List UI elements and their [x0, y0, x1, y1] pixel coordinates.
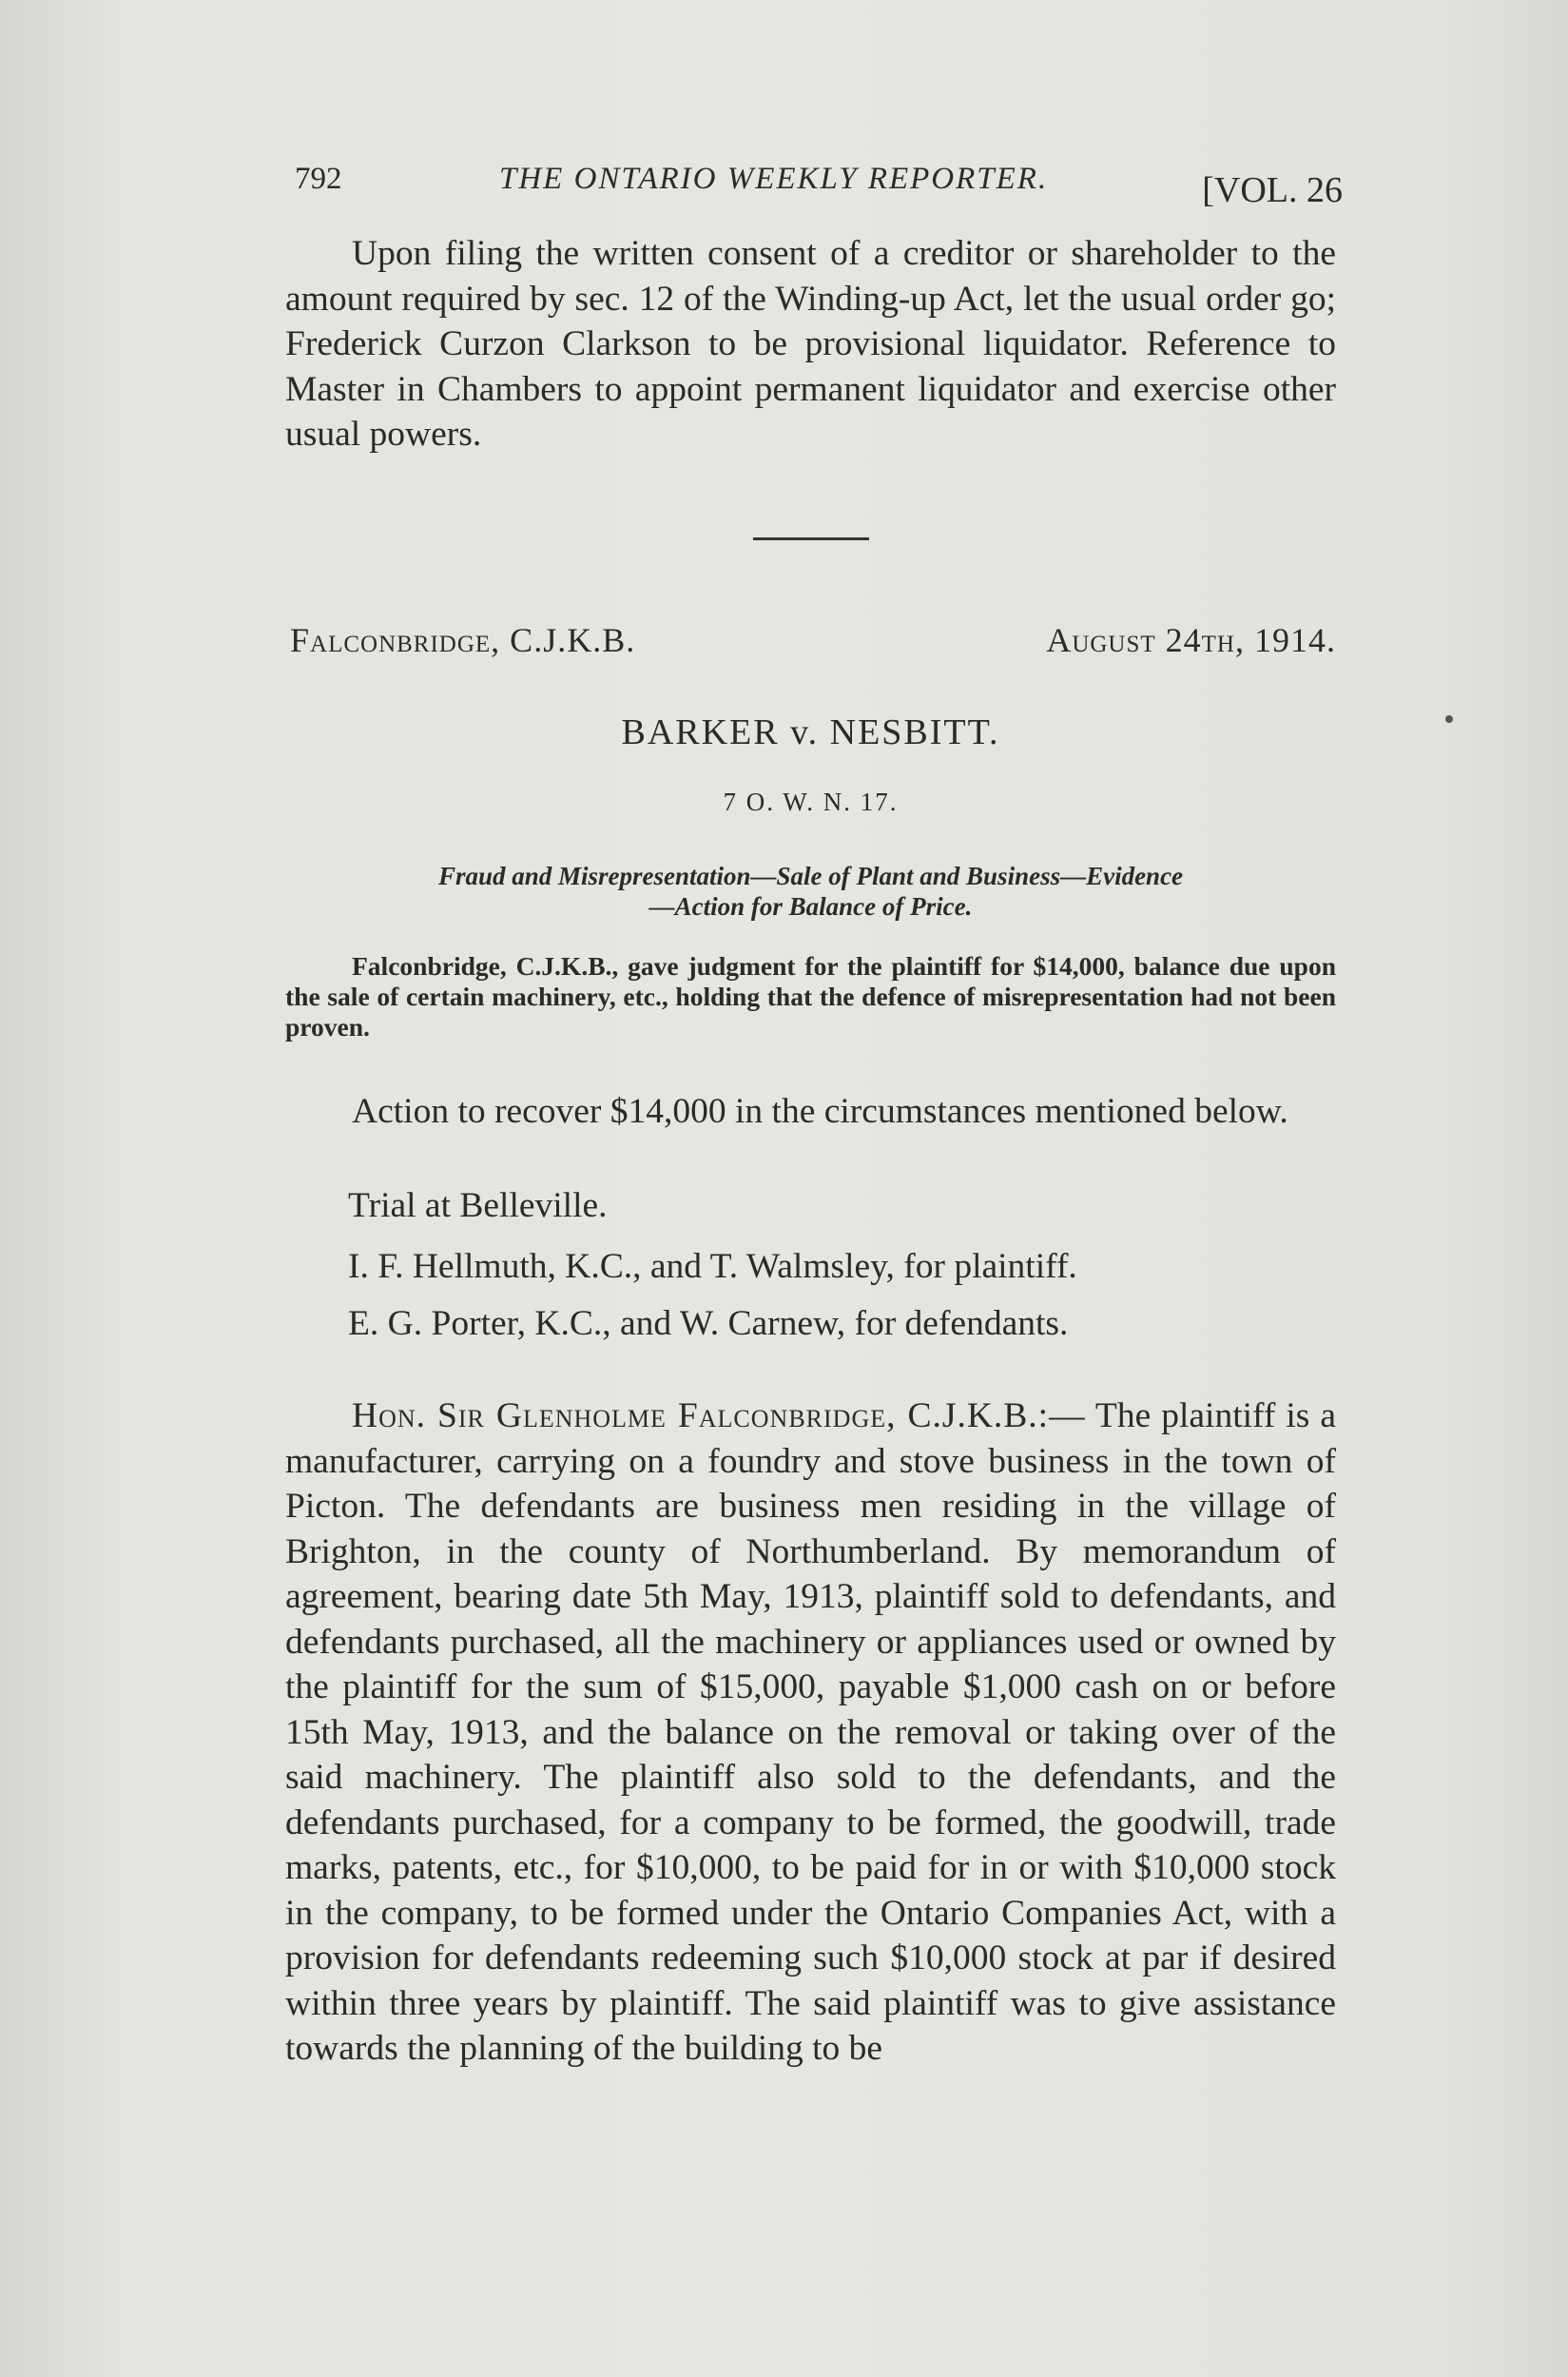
case-summary: Falconbridge, C.J.K.B., gave judgment for the plaintiff for $14,000, balance due upon the sale of certain machinery, etc., holding that the defence of misrepresentation had not been proven.	[285, 951, 1336, 1042]
headnote-line-2: —Action for Balance of Price.	[648, 892, 973, 921]
judgment-text: The plaintiff is a manufacturer, carrying on a foundry and stove business in the town of Picton. The defendants are business men residing in the village of Brighton, in the county of Northumberland. By memorandum of agreement, bearing date 5th May, 1913, plaintiff sold to defendants, and defendants purchased, all the machinery or appliances used or owned by the plaintiff for the sum of $15,000, payable $1,000 cash on or before 15th May, 1913, and the balance on the removal or taking over of the said machinery. The plaintiff also sold to the defendants, and the defendants purchased, for a company to be formed, the goodwill, trade marks, patents, etc., for $10,000, to be paid for in or with $10,000 stock in the company, to be formed under the Ontario Companies Act, with a provision for defendants redeeming such $10,000 stock at par if desired within three years by plaintiff. The said plaintiff was to give assistance towards the planning of the building to be	[285, 1396, 1336, 2068]
case-citation: 7 O. W. N. 17.	[723, 788, 899, 816]
section-divider	[753, 537, 869, 540]
journal-title: THE ONTARIO WEEKLY REPORTER.	[499, 162, 1049, 196]
case-title: BARKER v. NESBITT.	[621, 712, 1000, 752]
case-heading	[290, 620, 1336, 668]
running-head	[295, 162, 1350, 209]
trial-location: Trial at Belleville.	[348, 1186, 608, 1225]
judgment-speaker: Hon. Sir Glenholme Falconbridge, C.J.K.B.:—	[352, 1396, 1086, 1435]
action-paragraph: Action to recover $14,000 in the circumstances mentioned below.	[352, 1092, 1288, 1131]
intro-paragraph: Upon filing the written consent of a creditor or shareholder to the amount required by sec. 12 of the Winding-up Act, let the usual order go; Frederick Curzon Clarkson to be provisional liquidator. Reference to Master in Chambers to appoint permanent liquidator and exercise other usual powers.	[285, 234, 1336, 454]
page-number: 792	[295, 162, 342, 196]
counsel-plaintiff: I. F. Hellmuth, K.C., and T. Walmsley, for plaintiff.	[348, 1247, 1077, 1286]
counsel-defendants: E. G. Porter, K.C., and W. Carnew, for defendants.	[348, 1304, 1069, 1343]
case-judge: Falconbridge, C.J.K.B.	[290, 621, 636, 659]
ink-mark	[1445, 715, 1453, 723]
headnote	[285, 861, 1336, 922]
volume-label: [VOL. 26	[1202, 170, 1343, 210]
judgment-paragraph	[285, 1393, 1336, 2072]
case-date: August 24th, 1914.	[1046, 621, 1336, 659]
headnote-line-1: Fraud and Misrepresentation—Sale of Plant and Business—Evidence	[437, 862, 1184, 890]
